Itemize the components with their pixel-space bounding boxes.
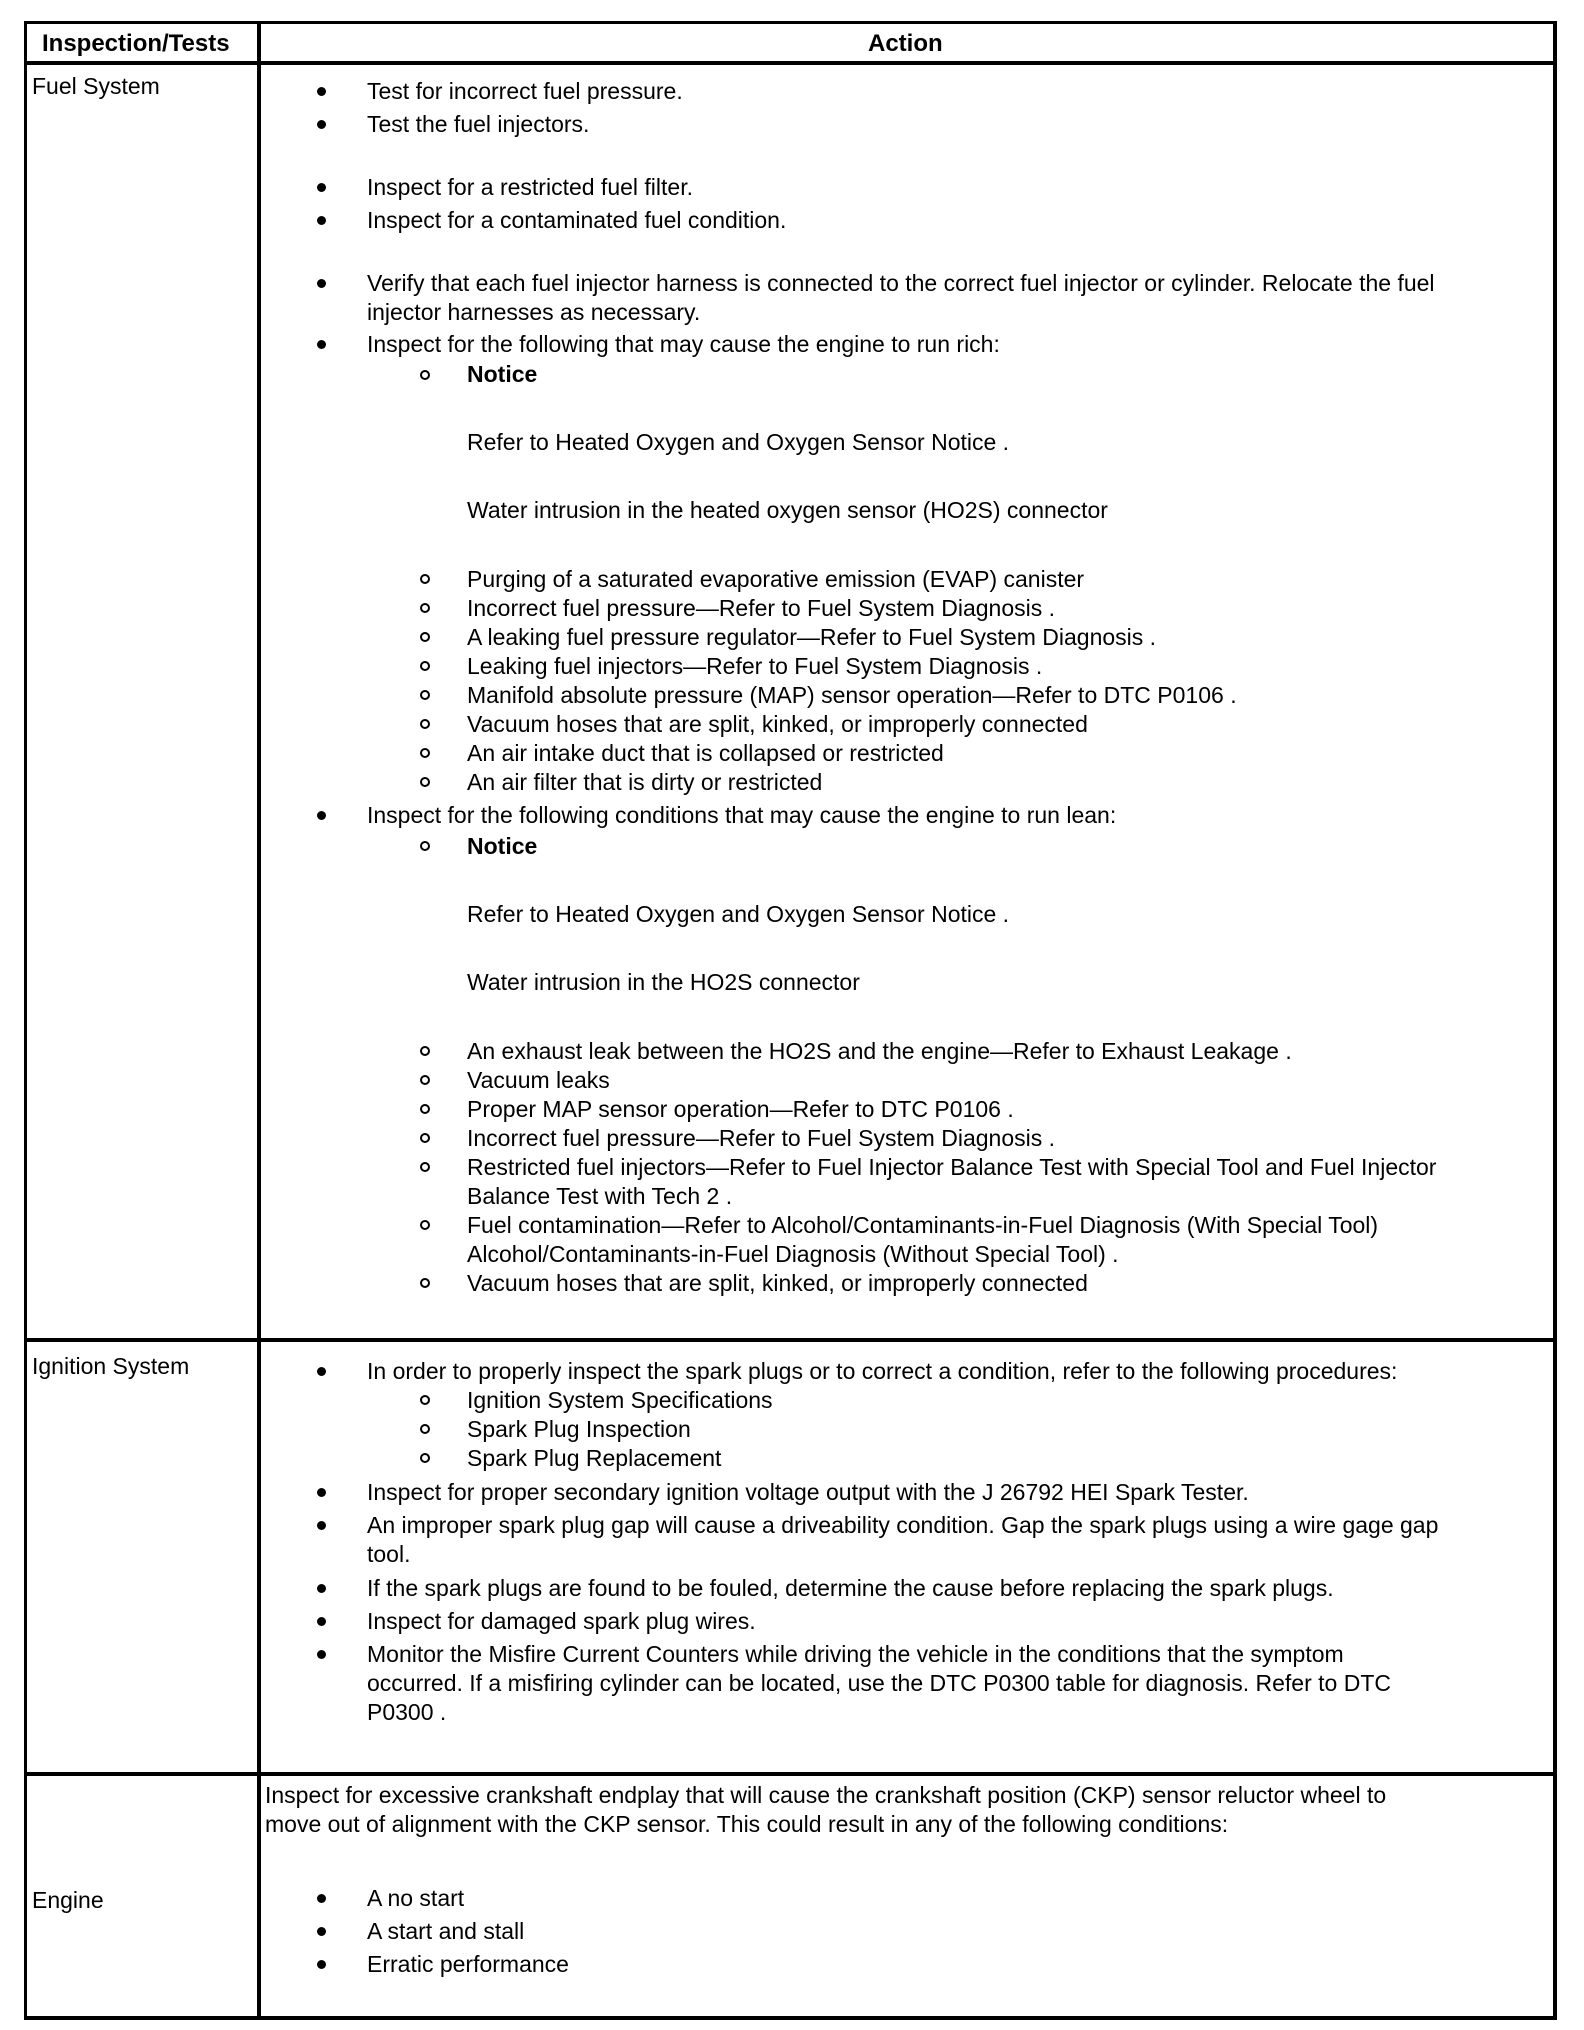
bullet bbox=[317, 1927, 326, 1936]
rich-item: Manifold absolute pressure (MAP) sensor operation—Refer to DTC P0106 . bbox=[467, 682, 1237, 708]
rich-item: An air intake duct that is collapsed or restricted bbox=[467, 740, 944, 766]
notice-reference: Refer to Heated Oxygen and Oxygen Sensor Notice . bbox=[467, 901, 1010, 927]
rich-item: An air filter that is dirty or restricted bbox=[467, 769, 823, 795]
lean-item-continued: Alcohol/Contaminants-in-Fuel Diagnosis (Without Special Tool) . bbox=[467, 1241, 1119, 1267]
lean-item: Proper MAP sensor operation—Refer to DTC P0106 . bbox=[467, 1096, 1014, 1122]
row-label-ignition-system: Ignition System bbox=[32, 1353, 190, 1379]
sub-bullet bbox=[420, 690, 430, 700]
table-border-bottom bbox=[24, 2016, 1557, 2020]
ignition-item: If the spark plugs are found to be fouled, determine the cause before replacing the spark plugs. bbox=[367, 1575, 1334, 1601]
header-action: Action bbox=[868, 30, 943, 57]
rich-item: Purging of a saturated evaporative emission (EVAP) canister bbox=[467, 566, 1085, 592]
engine-intro-continued: move out of alignment with the CKP sensor. This could result in any of the following conditions: bbox=[265, 1811, 1229, 1837]
ignition-item-continued: P0300 . bbox=[367, 1699, 447, 1725]
ignition-item: Inspect for damaged spark plug wires. bbox=[367, 1608, 756, 1634]
sub-bullet bbox=[420, 748, 430, 758]
notice-label: Notice bbox=[467, 833, 538, 859]
sub-bullet bbox=[420, 1104, 430, 1114]
row-label-fuel-system: Fuel System bbox=[32, 73, 160, 99]
row-divider-ignition bbox=[24, 1772, 1557, 1776]
bullet bbox=[317, 1521, 326, 1530]
bullet bbox=[317, 340, 326, 349]
lean-item: An exhaust leak between the HO2S and the engine—Refer to Exhaust Leakage . bbox=[467, 1038, 1292, 1064]
header-inspection-tests: Inspection/Tests bbox=[42, 30, 230, 57]
bullet bbox=[317, 183, 326, 192]
engine-item: A no start bbox=[367, 1885, 465, 1911]
ignition-item: In order to properly inspect the spark plugs or to correct a condition, refer to the following procedures: bbox=[367, 1358, 1398, 1384]
notice-reference: Refer to Heated Oxygen and Oxygen Sensor Notice . bbox=[467, 429, 1010, 455]
bullet bbox=[317, 811, 326, 820]
lean-item: Vacuum hoses that are split, kinked, or improperly connected bbox=[467, 1270, 1088, 1296]
table-border-left bbox=[24, 21, 27, 2020]
rich-item: A leaking fuel pressure regulator—Refer to Fuel System Diagnosis . bbox=[467, 624, 1157, 650]
engine-item: A start and stall bbox=[367, 1918, 525, 1944]
sub-bullet bbox=[420, 1133, 430, 1143]
fuel-item: Test the fuel injectors. bbox=[367, 111, 590, 137]
bullet bbox=[317, 1584, 326, 1593]
header-divider bbox=[24, 61, 1557, 65]
table-border-right bbox=[1553, 21, 1557, 2020]
notice-text: Water intrusion in the HO2S connector bbox=[467, 969, 860, 995]
column-divider bbox=[257, 21, 261, 2020]
sub-bullet bbox=[420, 1453, 430, 1463]
fuel-item: Verify that each fuel injector harness is connected to the correct fuel injector or cylinder. Relocate the fuel bbox=[367, 270, 1435, 296]
rich-item: Incorrect fuel pressure—Refer to Fuel System Diagnosis . bbox=[467, 595, 1056, 621]
bullet bbox=[317, 1367, 326, 1376]
fuel-item: Inspect for the following that may cause the engine to run rich: bbox=[367, 331, 1000, 357]
lean-item-continued: Balance Test with Tech 2 . bbox=[467, 1183, 733, 1209]
fuel-item: Inspect for a restricted fuel filter. bbox=[367, 174, 693, 200]
sub-bullet bbox=[420, 777, 430, 787]
ignition-sub-item: Spark Plug Replacement bbox=[467, 1445, 722, 1471]
sub-bullet bbox=[420, 1075, 430, 1085]
bullet bbox=[317, 1488, 326, 1497]
lean-item: Fuel contamination—Refer to Alcohol/Contaminants-in-Fuel Diagnosis (With Special Tool) bbox=[467, 1212, 1379, 1238]
engine-item: Erratic performance bbox=[367, 1951, 569, 1977]
ignition-item-continued: tool. bbox=[367, 1541, 411, 1567]
ignition-item-continued: occurred. If a misfiring cylinder can be located, use the DTC P0300 table for diagnosis. Refer to DTC bbox=[367, 1670, 1391, 1696]
sub-bullet bbox=[420, 574, 430, 584]
notice-text: Water intrusion in the heated oxygen sensor (HO2S) connector bbox=[467, 497, 1108, 523]
fuel-item: Inspect for the following conditions that may cause the engine to run lean: bbox=[367, 802, 1117, 828]
sub-bullet bbox=[420, 719, 430, 729]
sub-bullet bbox=[420, 370, 430, 380]
sub-bullet bbox=[420, 1278, 430, 1288]
sub-bullet bbox=[420, 1220, 430, 1230]
ignition-item: An improper spark plug gap will cause a driveability condition. Gap the spark plugs using a wire gage gap bbox=[367, 1512, 1439, 1538]
bullet bbox=[317, 1617, 326, 1626]
rich-item: Leaking fuel injectors—Refer to Fuel System Diagnosis . bbox=[467, 653, 1043, 679]
ignition-item: Inspect for proper secondary ignition voltage output with the J 26792 HEI Spark Tester. bbox=[367, 1479, 1249, 1505]
ignition-sub-item: Spark Plug Inspection bbox=[467, 1416, 691, 1442]
sub-bullet bbox=[420, 632, 430, 642]
bullet bbox=[317, 1960, 326, 1969]
sub-bullet bbox=[420, 603, 430, 613]
bullet bbox=[317, 279, 326, 288]
row-label-engine: Engine bbox=[32, 1887, 104, 1913]
bullet bbox=[317, 87, 326, 96]
sub-bullet bbox=[420, 1162, 430, 1172]
sub-bullet bbox=[420, 1424, 430, 1434]
lean-item: Incorrect fuel pressure—Refer to Fuel System Diagnosis . bbox=[467, 1125, 1056, 1151]
ignition-item: Monitor the Misfire Current Counters while driving the vehicle in the conditions that the symptom bbox=[367, 1641, 1344, 1667]
sub-bullet bbox=[420, 841, 430, 851]
lean-item: Vacuum leaks bbox=[467, 1067, 610, 1093]
notice-label: Notice bbox=[467, 361, 538, 387]
table-border-top bbox=[24, 21, 1557, 24]
lean-item: Restricted fuel injectors—Refer to Fuel Injector Balance Test with Special Tool and Fuel Injector bbox=[467, 1154, 1437, 1180]
sub-bullet bbox=[420, 1395, 430, 1405]
row-divider-fuel bbox=[24, 1338, 1557, 1342]
fuel-item: Inspect for a contaminated fuel condition. bbox=[367, 207, 787, 233]
bullet bbox=[317, 120, 326, 129]
bullet bbox=[317, 216, 326, 225]
engine-intro: Inspect for excessive crankshaft endplay that will cause the crankshaft position (CKP) sensor reluctor wheel to bbox=[265, 1782, 1387, 1808]
ignition-sub-item: Ignition System Specifications bbox=[467, 1387, 773, 1413]
fuel-item-continued: injector harnesses as necessary. bbox=[367, 299, 701, 325]
rich-item: Vacuum hoses that are split, kinked, or improperly connected bbox=[467, 711, 1088, 737]
bullet bbox=[317, 1894, 326, 1903]
sub-bullet bbox=[420, 1046, 430, 1056]
fuel-item: Test for incorrect fuel pressure. bbox=[367, 78, 683, 104]
bullet bbox=[317, 1650, 326, 1659]
sub-bullet bbox=[420, 661, 430, 671]
